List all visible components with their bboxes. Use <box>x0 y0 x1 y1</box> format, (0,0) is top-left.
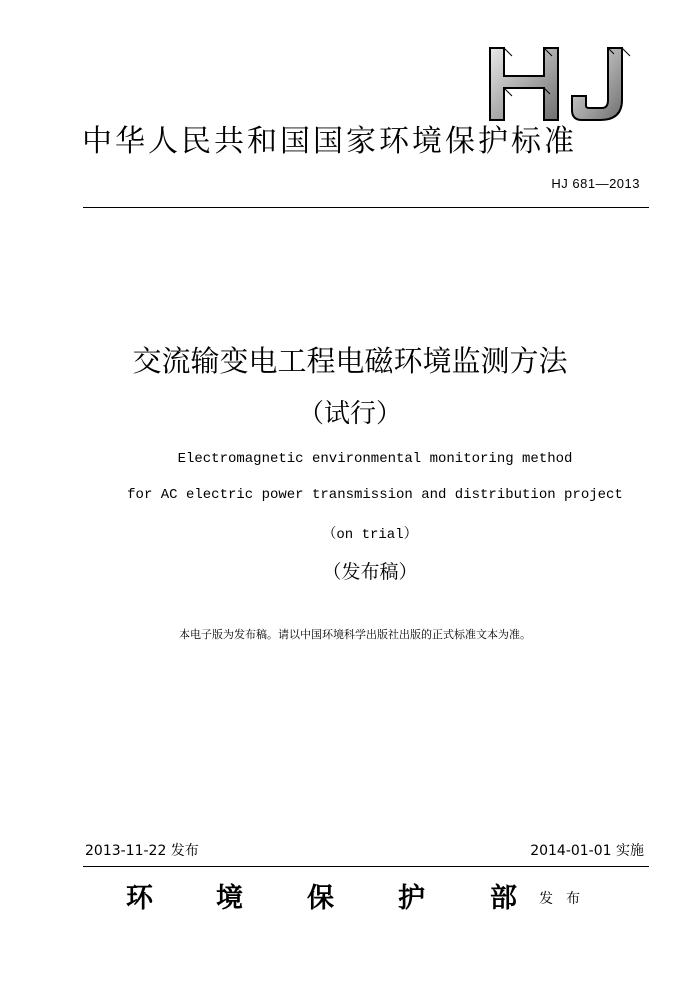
document-title-en-line1: Electromagnetic environmental monitoring method <box>177 451 573 467</box>
publisher-char: 保 <box>307 883 334 914</box>
publisher-char: 护 <box>398 883 425 914</box>
electronic-version-notice: 本电子版为发布稿。请以中国环境科学出版社出版的正式标准文本为准。 <box>179 628 531 641</box>
document-title-en-line2: for AC electric power transmission and distribution project <box>127 487 623 503</box>
issue-date: 2013-11-22 发布 <box>85 843 199 859</box>
standard-code: HJ 681—2013 <box>551 176 640 191</box>
publisher-char: 境 <box>216 883 243 914</box>
release-draft-label: （发布稿） <box>322 561 418 583</box>
document-title-en-line3: （on trial） <box>322 527 418 543</box>
publisher-suffix: 发布 <box>539 891 593 907</box>
document-title-cn: 交流输变电工程电磁环境监测方法 <box>132 344 568 378</box>
hj-logo <box>488 44 638 124</box>
bottom-divider <box>83 866 649 867</box>
issuing-authority-title: 中华人民共和国国家环境保护标准 <box>82 124 577 159</box>
publisher-char: 部 <box>490 883 517 914</box>
publisher-char: 环 <box>126 883 153 914</box>
trial-label: （试行） <box>297 399 402 429</box>
implementation-date: 2014-01-01 实施 <box>530 843 644 859</box>
top-divider <box>83 207 649 208</box>
